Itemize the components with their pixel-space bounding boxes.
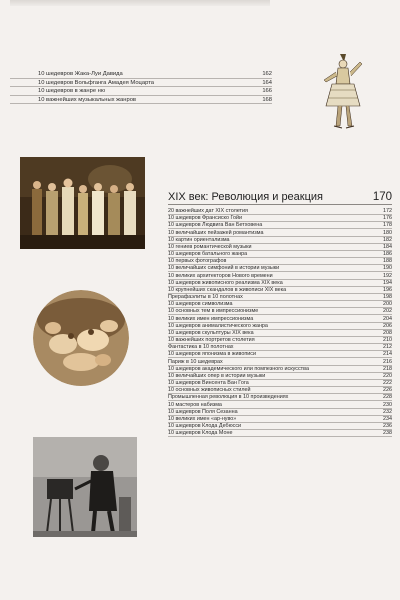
toc-entry[interactable]: [168, 244, 392, 251]
toc-entry[interactable]: [168, 287, 392, 294]
toc-entry-page: 190: [383, 265, 392, 272]
toc-entry[interactable]: [168, 402, 392, 409]
toc-entry[interactable]: [168, 316, 392, 323]
toc-entry[interactable]: [168, 409, 392, 416]
toc-entry[interactable]: [168, 373, 392, 380]
turkish-bath-painting-image: [33, 290, 129, 386]
toc-entry-page: 228: [383, 394, 392, 401]
toc-entry[interactable]: [168, 237, 392, 244]
toc-entry[interactable]: [168, 323, 392, 330]
section-title: XIX век: Революция и реакция: [168, 191, 324, 203]
toc-entry-title: 10 шедевров Жака-Луи Давида: [38, 71, 123, 77]
toc-entry-title: 10 великих имен импрессионизма: [168, 315, 254, 322]
toc-entry-title: 10 величайших симфоний в истории музыки: [168, 265, 280, 272]
toc-entry-page: 220: [383, 372, 392, 379]
toc-entry-title: 20 важнейших дат XIX столетия: [168, 208, 248, 214]
toc-entry-page: 210: [383, 337, 392, 344]
toc-entry-page: 166: [262, 88, 272, 95]
toc-entry-page: 230: [383, 401, 392, 408]
toc-entry-page: 204: [383, 315, 392, 322]
toc-entry-page: 202: [383, 308, 392, 315]
toc-entry[interactable]: [168, 208, 392, 215]
toc-entry-page: 236: [383, 423, 392, 430]
toc-entry-title: 10 шедевров Клода Дебюсси: [168, 423, 242, 430]
toc-entry-title: 10 величайших пейзажей романтизма: [168, 229, 264, 236]
toc-entry[interactable]: [168, 344, 392, 351]
toc-entry-title: Прерафаэлиты в 10 полотнах: [168, 294, 243, 301]
toc-entry[interactable]: [168, 251, 392, 258]
top-banner-strip: [10, 0, 270, 6]
toc-entry-page: 232: [383, 408, 392, 415]
toc-entry-page: 216: [383, 358, 392, 365]
toc-entry[interactable]: [168, 416, 392, 423]
toc-entry-title: Фантастика в 10 полотнах: [168, 344, 234, 351]
toc-entry-title: 10 величайших опер в истории музыки: [168, 372, 266, 379]
photographer-photo-image: [33, 437, 137, 537]
toc-entry-page: 222: [383, 380, 392, 387]
toc-entry-title: 10 шедевров анималистического жанра: [168, 322, 268, 329]
toc-entry[interactable]: [168, 273, 392, 280]
toc-entry-title: 10 основных живописных стилей: [168, 387, 251, 394]
section-page-number: 170: [372, 191, 392, 203]
toc-entry-title: 10 шедевров Клода Моне: [168, 430, 233, 437]
toc-entry-title: 10 шедевров Вольфганга Амадея Моцарта: [38, 79, 155, 86]
toc-entry-title: 10 картин ориентализма: [168, 236, 230, 243]
toc-entry[interactable]: [168, 280, 392, 287]
toc-entry-page: 188: [383, 258, 392, 265]
costume-sketch-image: [318, 50, 368, 134]
toc-entry-title: 10 шедевров скульптуры XIX века: [168, 329, 254, 336]
toc-entry-page: 214: [383, 351, 392, 358]
toc-entry-title: 10 шедевров в жанре ню: [38, 88, 106, 95]
section-heading: [168, 190, 392, 205]
toc-entry-page: 198: [383, 294, 392, 301]
toc-entry[interactable]: [168, 230, 392, 237]
toc-entry-page: 200: [383, 301, 392, 308]
toc-entry-title: 10 гениев романтической музыки: [168, 243, 252, 250]
toc-entry[interactable]: [168, 423, 392, 430]
toc-entry-title: 10 великих архитекторов Нового времени: [168, 272, 273, 279]
toc-entry-title: Париж в 10 шедеврах: [168, 358, 223, 365]
toc-entry[interactable]: [10, 79, 272, 88]
toc-entry[interactable]: [10, 96, 272, 105]
toc-entry[interactable]: [10, 70, 272, 79]
toc-entry-title: 10 важнейших портретов столетия: [168, 337, 255, 344]
toc-entry-page: 194: [383, 279, 392, 286]
toc-entry-page: 218: [383, 365, 392, 372]
toc-entry[interactable]: [168, 308, 392, 315]
toc-entry[interactable]: [168, 359, 392, 366]
toc-entry-page: 192: [383, 272, 392, 279]
toc-entry-page: 206: [383, 322, 392, 329]
toc-entry-page: 168: [262, 96, 272, 103]
toc-entry-title: 10 шедевров символизма: [168, 301, 233, 308]
toc-entry-page: 172: [383, 208, 392, 214]
toc-entry-page: 226: [383, 387, 392, 394]
toc-entry-page: 184: [383, 243, 392, 250]
toc-entry-page: 212: [383, 344, 392, 351]
toc-entry[interactable]: [168, 430, 392, 437]
toc-entry[interactable]: [10, 87, 272, 96]
toc-entry[interactable]: [168, 366, 392, 373]
toc-entry-page: 196: [383, 286, 392, 293]
toc-entry-title: 10 шедевров академического или помпезного искусства: [168, 365, 309, 372]
toc-entry-page: 182: [383, 236, 392, 243]
toc-entry[interactable]: [168, 394, 392, 401]
toc-entry-page: 238: [383, 430, 392, 437]
toc-entry-page: 178: [383, 222, 392, 229]
toc-entry[interactable]: [168, 330, 392, 337]
toc-entry-title: 10 шедевров Винсента Ван Гога: [168, 380, 249, 387]
toc-entry-title: 10 крупнейших скандалов в живописи XIX века: [168, 286, 287, 293]
toc-entry-title: 10 мастеров набизма: [168, 401, 222, 408]
toc-entry-title: 10 важнейших музыкальных жанров: [38, 96, 137, 103]
toc-entry-title: 10 шедевров японизма в живописи: [168, 351, 256, 358]
toc-entry-page: 180: [383, 229, 392, 236]
toc-entry[interactable]: [168, 265, 392, 272]
toc-entry-page: 164: [262, 79, 272, 86]
toc-entry-page: 162: [262, 71, 272, 77]
toc-entry[interactable]: [168, 351, 392, 358]
toc-entry-title: Промышленная революция в 10 произведениях: [168, 394, 289, 401]
toc-entry-title: 10 первых фотографов: [168, 258, 227, 265]
goya-painting-image: [20, 157, 145, 249]
toc-entry[interactable]: [168, 301, 392, 308]
toc-entry-title: 10 шедевров батального жанра: [168, 251, 248, 258]
toc-entry[interactable]: [168, 337, 392, 344]
toc-entry-title: 10 шедевров Поля Сезанна: [168, 408, 238, 415]
toc-entry-title: 10 великих имен «ар-нуво»: [168, 415, 237, 422]
toc-entry-title: 10 шедевров живописного реализма XIX века: [168, 279, 283, 286]
toc-entry-page: 186: [383, 251, 392, 258]
toc-entry-title: 10 основных тем в импрессионизме: [168, 308, 259, 315]
toc-entry[interactable]: [168, 222, 392, 229]
toc-entry-page: 234: [383, 415, 392, 422]
toc-entry-page: 176: [383, 215, 392, 222]
toc-entry[interactable]: [168, 387, 392, 394]
toc-entry-title: 10 шедевров Людвига Ван Бетховена: [168, 222, 263, 229]
toc-entry-title: 10 шедевров Франсиско Гойи: [168, 215, 243, 222]
toc-entry-page: 208: [383, 329, 392, 336]
toc-entry[interactable]: [168, 215, 392, 222]
toc-entry[interactable]: [168, 294, 392, 301]
